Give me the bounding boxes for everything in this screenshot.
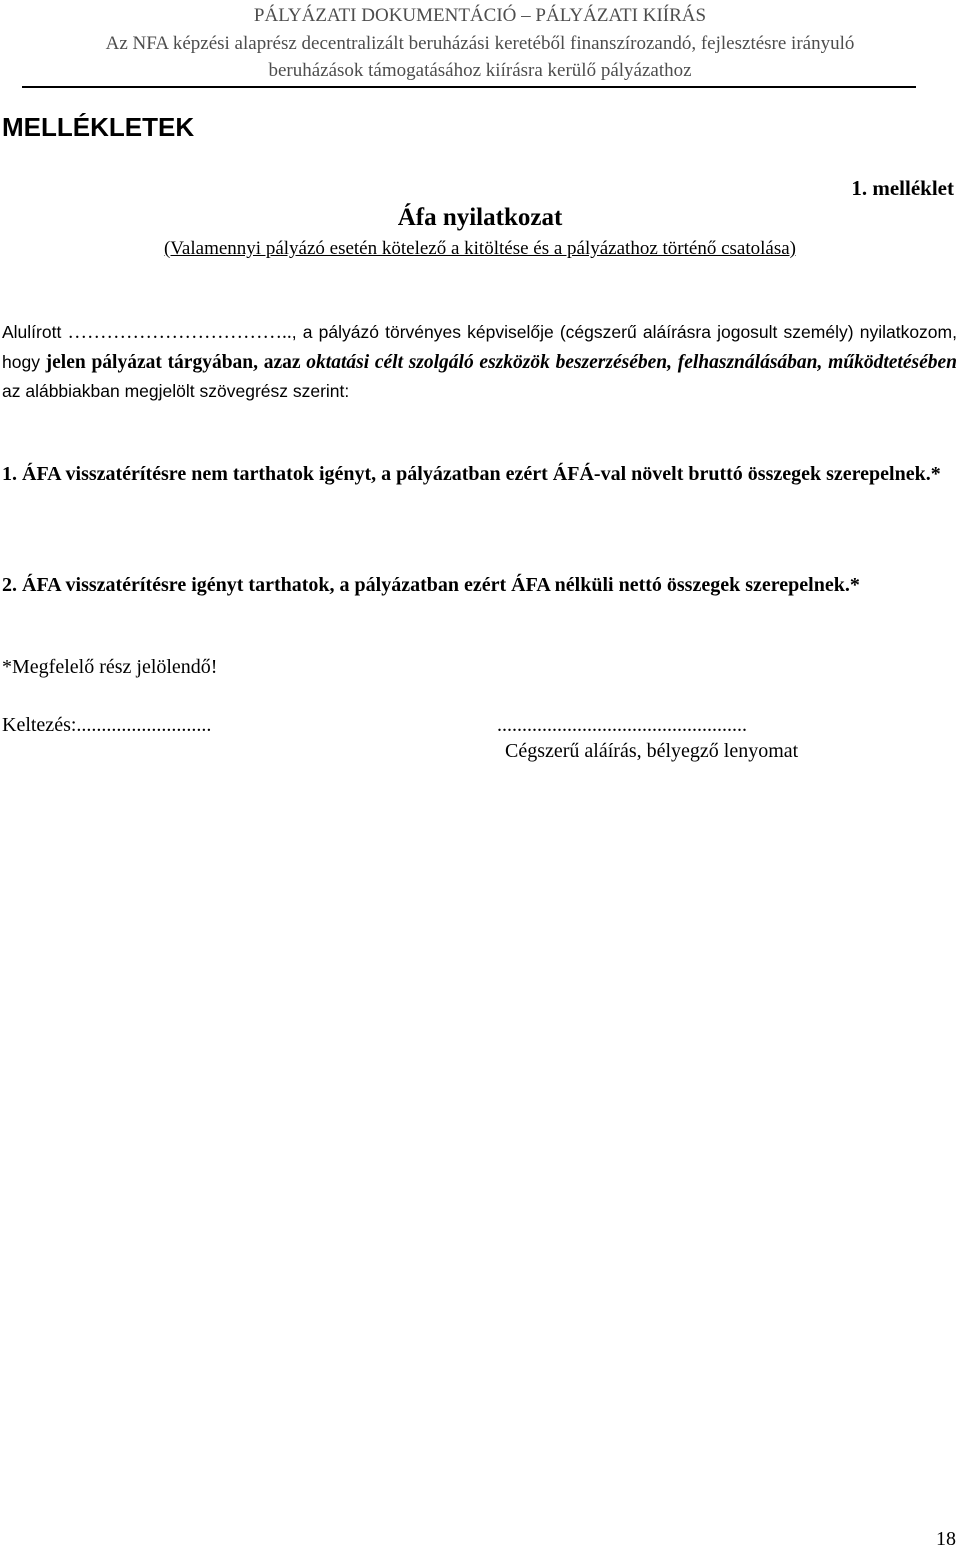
declaration-bold: jelen pályázat tárgyában, azaz	[45, 351, 307, 373]
name-blank: ……………………………..	[67, 322, 292, 343]
date-label: Keltezés:...........................	[2, 714, 212, 736]
declaration-text-1: , a pályázó törvényes képviselője (cégszerű aláírásra jogosult személy) nyilatkozom, hogy	[2, 322, 957, 372]
footnote: *Megfelelő rész jelölendő!	[2, 656, 218, 678]
signature-label: Cégszerű aláírás, bélyegző lenyomat	[505, 740, 799, 762]
form-title: Áfa nyilatkozat	[397, 204, 563, 231]
alulirott-label: Alulírott	[2, 322, 62, 342]
declaration-paragraph	[2, 318, 957, 406]
option-2: 2. ÁFA visszatérítésre igényt tarthatok, a pályázatban ezért ÁFA nélküli nettó összegek szerepelnek.*	[2, 574, 860, 596]
declaration-italic: oktatási célt szolgáló eszközök beszerzésében, felhasználásában, működtetésében	[306, 351, 957, 373]
header-subtitle-line1: Az NFA képzési alaprész decentralizált beruházási keretéből finanszírozandó, fejlesztésre irányuló	[105, 33, 855, 54]
declaration-text-2: az alábbiakban megjelölt szövegrész szerint:	[2, 381, 350, 401]
annex-label: 1. melléklet	[851, 176, 954, 200]
signature-line: ..................................................	[497, 714, 747, 736]
header-divider	[22, 86, 916, 88]
page-number: 18	[936, 1528, 956, 1550]
form-subtitle: (Valamennyi pályázó esetén kötelező a kitöltése és a pályázathoz történő csatolása)	[163, 238, 796, 259]
section-title: MELLÉKLETEK	[2, 112, 195, 142]
header-subtitle-line2: beruházások támogatásához kiírásra kerülő pályázathoz	[268, 60, 692, 81]
option-1: 1. ÁFA visszatérítésre nem tarthatok igényt, a pályázatban ezért ÁFÁ-val növelt bruttó összegek szerepelnek.*	[2, 463, 941, 485]
header-title: PÁLYÁZATI DOKUMENTÁCIÓ – PÁLYÁZATI KIÍRÁS	[253, 5, 707, 26]
